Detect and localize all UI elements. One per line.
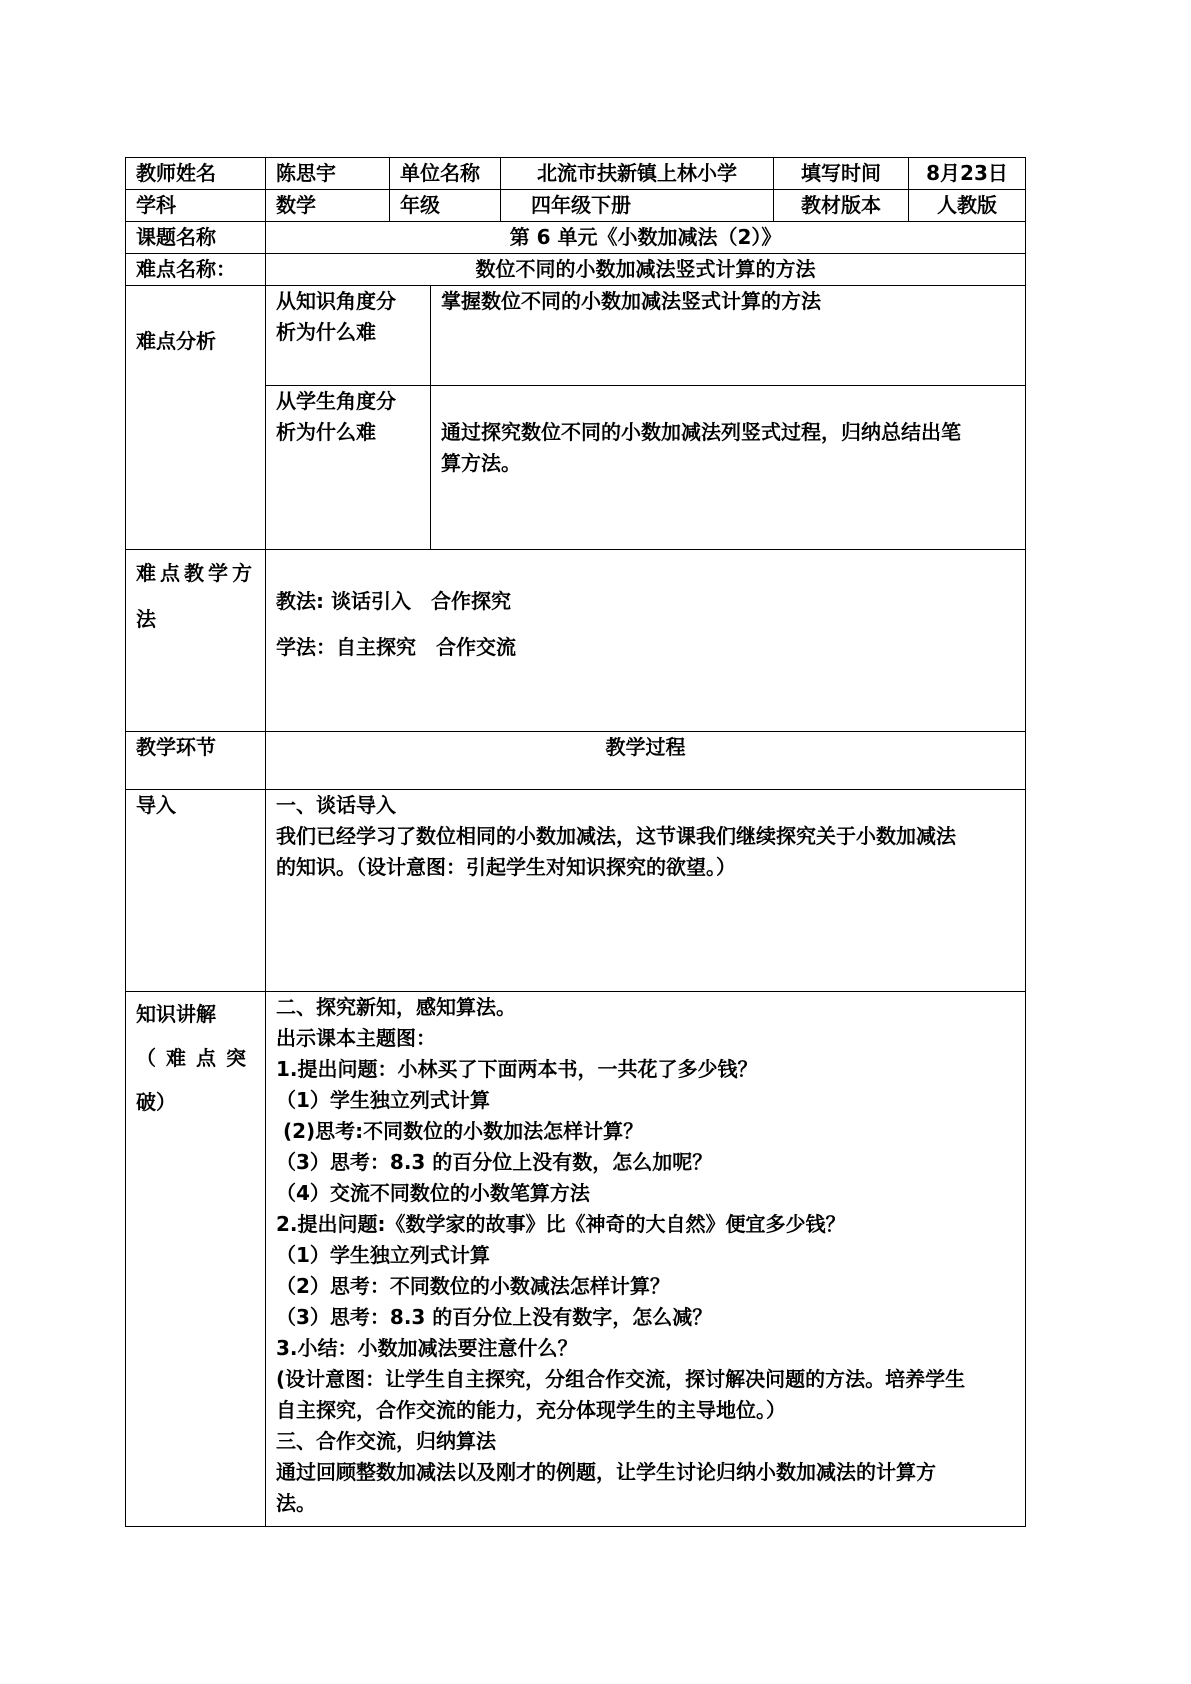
grade-value: 四年级下册 <box>501 190 774 222</box>
explain-label-1: 知识讲解 <box>136 1002 216 1026</box>
analysis-label: 难点分析 <box>136 329 216 353</box>
lesson-plan-table <box>125 157 1026 1527</box>
explain-line: （3）思考：8.3 的百分位上没有数，怎么加呢？ <box>276 1150 713 1174</box>
explain-line: （1）学生独立列式计算 <box>276 1088 490 1112</box>
intro-title: 一、谈话导入 <box>276 793 396 817</box>
intro-content-cell <box>266 790 1026 992</box>
explain-content-cell <box>266 992 1026 1527</box>
explain-line: （3）思考：8.3 的百分位上没有数字，怎么减？ <box>276 1305 713 1329</box>
explain-line: 三、合作交流，归纳算法 <box>276 1429 496 1453</box>
explain-line: 通过回顾整数加减法以及刚才的例题，让学生讨论归纳小数加减法的计算方 <box>276 1460 936 1484</box>
subject-label: 学科 <box>126 190 266 222</box>
teacher-name-value: 陈思宇 <box>266 158 390 190</box>
explain-line: 3.小结：小数加减法要注意什么？ <box>276 1336 578 1360</box>
textbook-edition-value: 人教版 <box>909 190 1026 222</box>
knowledge-angle-label-1: 从知识角度分 <box>276 289 396 313</box>
explain-line: 二、探究新知，感知算法。 <box>276 995 516 1019</box>
teacher-name-label: 教师姓名 <box>126 158 266 190</box>
analysis-label-cell <box>126 286 266 550</box>
header-row-2 <box>126 190 1026 222</box>
explain-line: 1.提出问题：小林买了下面两本书，一共花了多少钱？ <box>276 1057 758 1081</box>
method-label-2: 法 <box>136 607 156 631</box>
student-angle-cell-value <box>431 386 1026 550</box>
intro-text-2: 的知识。（设计意图：引起学生对知识探究的欲望。） <box>276 855 736 879</box>
header-row-1 <box>126 158 1026 190</box>
teaching-method: 教法: 谈话引入 合作探究 <box>276 589 511 613</box>
topic-label: 课题名称 <box>126 222 266 254</box>
fill-date-value: 8月23日 <box>909 158 1026 190</box>
student-angle-value-1: 通过探究数位不同的小数加减法列竖式过程，归纳总结出笔 <box>441 420 961 444</box>
stage-header: 教学环节 <box>126 732 266 790</box>
explain-label-3: 破） <box>136 1090 176 1114</box>
explain-label-cell <box>126 992 266 1527</box>
process-header: 教学过程 <box>266 732 1026 790</box>
student-angle-label-1: 从学生角度分 <box>276 389 396 413</box>
unit-name-value: 北流市扶新镇上林小学 <box>501 158 774 190</box>
explain-line: 自主探究，合作交流的能力，充分体现学生的主导地位。） <box>276 1398 786 1422</box>
explain-line: 2.提出问题:《数学家的故事》比《神奇的大自然》便宜多少钱？ <box>276 1212 846 1236</box>
explain-line: 出示课本主题图： <box>276 1026 436 1050</box>
explain-line: （2）思考：不同数位的小数减法怎样计算？ <box>276 1274 670 1298</box>
topic-value: 第 6 单元《小数加减法（2）》 <box>266 222 1026 254</box>
method-label-1: 难点教学方 <box>136 561 256 585</box>
grade-label: 年级 <box>390 190 501 222</box>
intro-text-1: 我们已经学习了数位相同的小数加减法，这节课我们继续探究关于小数加减法 <box>276 824 956 848</box>
method-content-cell <box>266 550 1026 732</box>
knowledge-angle-cell <box>266 286 431 386</box>
method-label-cell <box>126 550 266 732</box>
topic-row <box>126 222 1026 254</box>
student-angle-label-2: 析为什么难 <box>276 420 376 444</box>
process-header-row <box>126 732 1026 790</box>
learning-method: 学法：自主探究 合作交流 <box>276 635 516 659</box>
subject-value: 数学 <box>266 190 390 222</box>
intro-row <box>126 790 1026 992</box>
explain-line: （1）学生独立列式计算 <box>276 1243 490 1267</box>
knowledge-angle-label-2: 析为什么难 <box>276 320 376 344</box>
analysis-row-knowledge <box>126 286 1026 386</box>
explain-row <box>126 992 1026 1527</box>
student-angle-cell <box>266 386 431 550</box>
method-row <box>126 550 1026 732</box>
unit-name-label: 单位名称 <box>390 158 501 190</box>
difficulty-label: 难点名称： <box>126 254 266 286</box>
fill-date-label: 填写时间 <box>774 158 909 190</box>
explain-line: （4）交流不同数位的小数笔算方法 <box>276 1181 590 1205</box>
explain-line: (2)思考:不同数位的小数加法怎样计算？ <box>276 1119 644 1143</box>
textbook-edition-label: 教材版本 <box>774 190 909 222</box>
intro-label: 导入 <box>126 790 266 992</box>
explain-label-2: （难点突 <box>136 1046 256 1070</box>
explain-line: (设计意图：让学生自主探究，分组合作交流，探讨解决问题的方法。培养学生 <box>276 1367 966 1391</box>
difficulty-row <box>126 254 1026 286</box>
knowledge-angle-value: 掌握数位不同的小数加减法竖式计算的方法 <box>431 286 1026 386</box>
student-angle-value-2: 算方法。 <box>441 451 521 475</box>
difficulty-value: 数位不同的小数加减法竖式计算的方法 <box>266 254 1026 286</box>
explain-line: 法。 <box>276 1491 316 1515</box>
